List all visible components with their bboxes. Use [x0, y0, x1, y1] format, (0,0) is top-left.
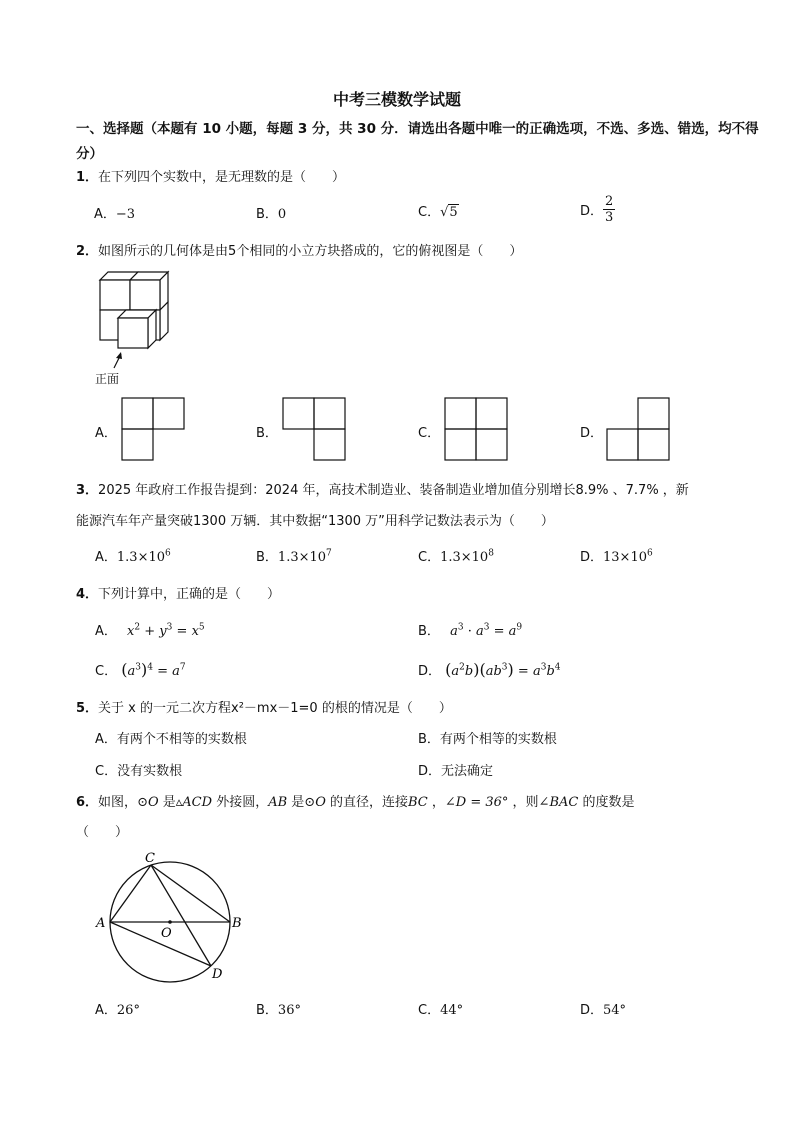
q2-option-c[interactable]: C． [418, 426, 441, 441]
section-heading: 一、选择题（本题有 10 小题，每题 3 分，共 30 分．请选出各题中唯一的正确选项，不选、多选、错选，均不得分） [76, 121, 759, 162]
point-d-label: D [212, 967, 223, 982]
question-number: 6． [76, 795, 99, 810]
question-5 [76, 697, 452, 716]
question-6: 6．如图，⊙O 是▵ACD 外接圆，AB 是⊙O 的直径，连接BC ，∠D = 36° ，则∠BAC 的度数是 [76, 795, 635, 810]
question-3-line-2: 能源汽车年产量突破1300 万辆．其中数据“1300 万”用科学记数法表示为（ ） [76, 514, 554, 529]
point-c-label: C [145, 851, 155, 866]
q3-option-b[interactable]: B．$1.3\times 10^7$ [256, 548, 332, 565]
q3-option-d[interactable]: D．$13\times 10^6$ [580, 548, 653, 565]
question-1 [76, 166, 345, 185]
question-text: 关于 x 的一元二次方程x²－mx－1=0 的根的情况是（ ） [98, 701, 452, 716]
q4-option-d[interactable]: D． $(a^2b)(ab^3) = a^3b^4$ [418, 660, 561, 679]
q2-option-b[interactable]: B． [256, 426, 278, 441]
point-a-label: A [96, 916, 106, 931]
q5-option-d[interactable]: D．无法确定 [418, 764, 494, 779]
point-o-label: O [161, 926, 172, 941]
question-4 [76, 583, 280, 602]
q2-option-d-figure [605, 397, 671, 461]
q2-option-a[interactable]: A． [95, 426, 117, 441]
question-number: 5． [76, 701, 99, 716]
q4-option-b[interactable]: B． $a^3 \cdot a^3 = a^9$ [418, 622, 523, 639]
circle-geometry-diagram [92, 848, 252, 988]
question-text: 2025 年政府工作报告提到：2024 年，高技术制造业、装备制造业增加值分别增长8.9% 、7.7% ，新 [98, 483, 689, 498]
front-label: 正面 [95, 372, 120, 386]
question-text: 如图所示的几何体是由5个相同的小立方块搭成的，它的俯视图是（ ） [98, 244, 523, 259]
math-expression: $(a^3)^4 = a^7$ [121, 660, 186, 679]
q4-option-a[interactable]: A． $x^2 + y^3 = x^5$ [95, 622, 205, 639]
q2-option-a-figure [120, 397, 186, 461]
q3-option-c[interactable]: C．$1.3\times 10^8$ [418, 548, 494, 565]
page-title: 中考三模数学试题 [332, 90, 461, 109]
q2-option-d[interactable]: D． [580, 426, 604, 441]
math-expression: $(a^2b)(ab^3) = a^3b^4$ [445, 660, 561, 679]
q2-option-b-figure [281, 397, 347, 461]
question-number: 3． [76, 483, 99, 498]
q6-option-d[interactable]: D．54° [580, 1003, 627, 1018]
q5-option-b[interactable]: B．有两个相等的实数根 [418, 732, 557, 747]
q1-option-b[interactable]: B．0 [256, 207, 287, 222]
question-text: 在下列四个实数中，是无理数的是（ ） [98, 170, 346, 185]
q2-option-c-figure [443, 397, 509, 461]
q6-option-a[interactable]: A．26° [95, 1003, 140, 1018]
q5-option-c[interactable]: C．没有实数根 [95, 764, 183, 779]
question-2 [76, 240, 522, 259]
q6-option-b[interactable]: B．36° [256, 1003, 301, 1018]
q5-option-a[interactable]: A．有两个不相等的实数根 [95, 732, 247, 747]
question-6-blank: （ ） [76, 825, 129, 840]
q6-option-c[interactable]: C．44° [418, 1003, 464, 1018]
q1-option-c[interactable]: C．√5 [418, 205, 458, 220]
q1-option-d[interactable]: D． $\frac{2}{3}$ [580, 194, 614, 225]
sqrt-expression: √5 [440, 205, 458, 220]
question-text: 下列计算中，正确的是（ ） [98, 587, 281, 602]
math-expression: $x^2 + y^3 = x^5$ [127, 622, 205, 639]
fraction: $\frac{2}{3}$ [605, 194, 614, 225]
question-number: 2． [76, 244, 99, 259]
q1-option-a[interactable]: A．−3 [94, 207, 136, 222]
q3-option-a[interactable]: A．$1.3\times 10^6$ [95, 548, 171, 565]
math-expression: $a^3 \cdot a^3 = a^9$ [450, 622, 523, 639]
q4-option-c[interactable]: C． $(a^3)^4 = a^7$ [95, 660, 186, 679]
question-number: 4． [76, 587, 99, 602]
question-number: 1． [76, 170, 99, 185]
point-b-label: B [232, 916, 242, 931]
question-3 [76, 479, 689, 498]
